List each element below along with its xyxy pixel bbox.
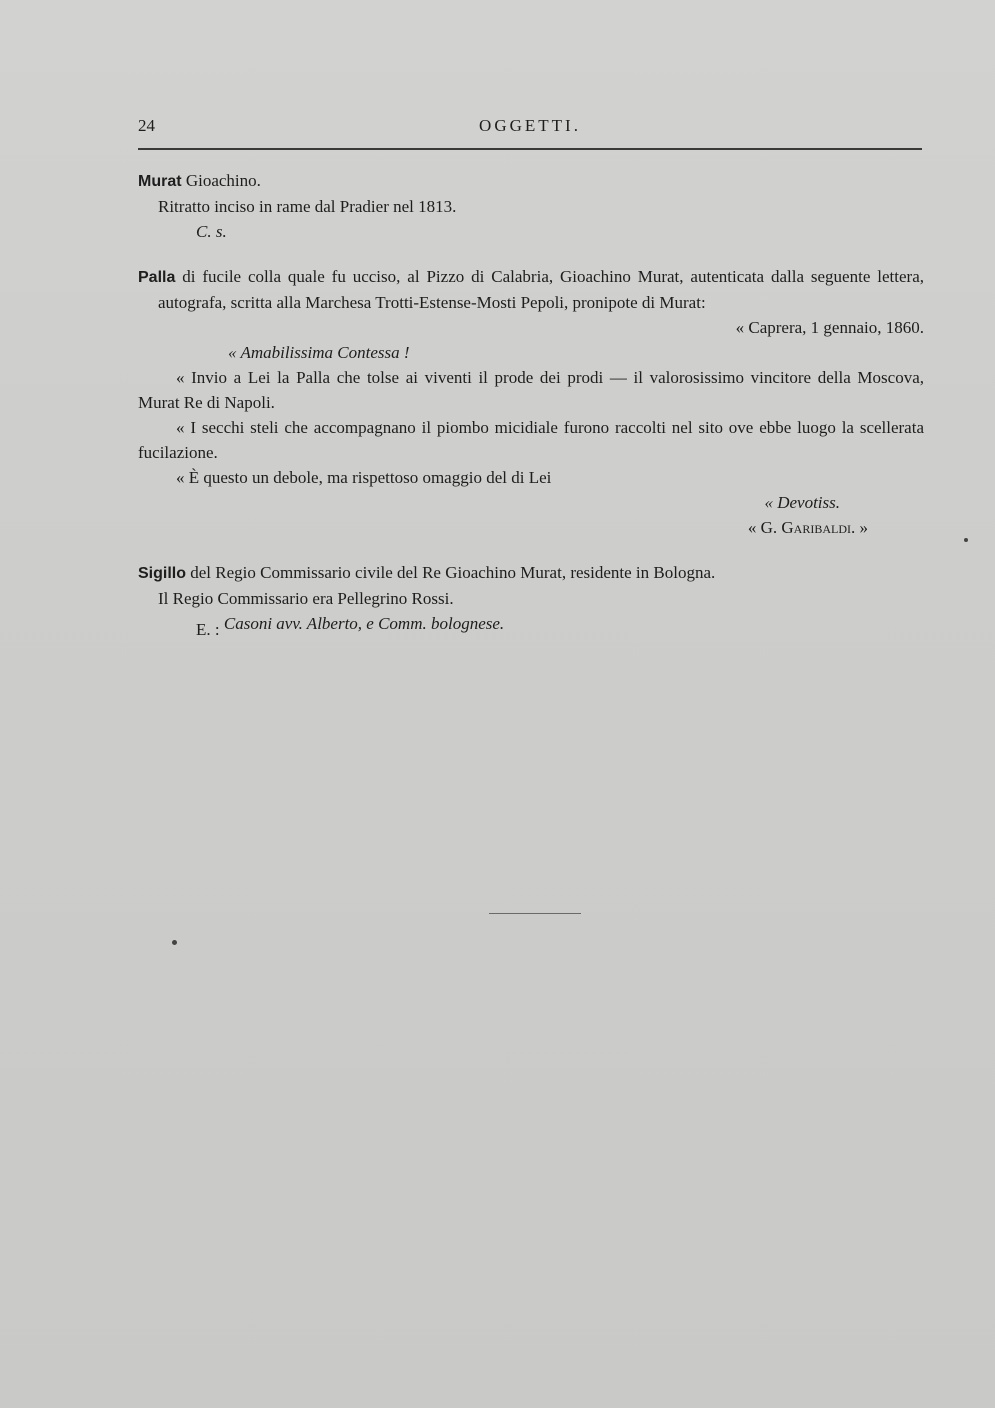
speck-mark <box>964 538 968 542</box>
entry-palla-text: di fucile colla quale fu ucciso, al Pizzo di Calabria, Gioachino Murat, autenticata dalla seguente lettera, autografa, scritta alla Marchesa Trotti-Estense-Mosti Pepoli, pronipote di Murat: <box>158 267 924 312</box>
entry-sigillo-name: Sigillo <box>138 565 186 582</box>
entry-murat-name: Murat <box>138 173 182 190</box>
entry-sigillo-description: Il Regio Commissario era Pellegrino Rossi. <box>158 589 454 608</box>
letter-date: « Caprera, 1 gennaio, 1860. <box>735 318 924 337</box>
entry-murat-source: C. s. <box>196 222 227 241</box>
entry-sigillo <box>138 560 924 639</box>
letter-paragraph-3: « È questo un debole, ma rispettoso omaggio del di Lei <box>176 468 552 487</box>
entry-palla-name: Palla <box>138 269 176 286</box>
letter-salutation: « Amabilissima Contessa ! <box>228 343 410 362</box>
entry-murat-description: Ritratto inciso in rame dal Pradier nel 1813. <box>158 197 457 216</box>
entry-sigillo-text: del Regio Commissario civile del Re Gioachino Murat, residente in Bologna. <box>186 563 716 582</box>
page-number: 24 <box>138 116 155 135</box>
letter-paragraph-1: « Invio a Lei la Palla che tolse ai viventi il prode dei prodi — il valorosissimo vincitore della Moscova, Murat Re di Napoli. <box>138 368 924 412</box>
letter-paragraph-2: « I secchi steli che accompagnano il piombo micidiale furono raccolti nel sito ove ebbe luogo la scellerata fucilazione. <box>138 418 924 462</box>
letter-signature: « G. Garibaldi. » <box>747 518 868 537</box>
entry-murat <box>138 168 924 244</box>
running-title: OGGETTI. <box>479 116 581 135</box>
entry-sigillo-source: E. : Casoni avv. Alberto, e Comm. bolognese. <box>196 614 505 639</box>
speck-mark <box>172 940 177 945</box>
page-header <box>138 116 922 144</box>
letter-closing: « Devotiss. <box>764 493 840 512</box>
page-body <box>138 168 924 639</box>
entry-palla <box>138 264 924 540</box>
section-separator <box>489 913 581 914</box>
entry-murat-rest: Gioachino. <box>181 171 261 190</box>
header-rule <box>138 148 922 150</box>
